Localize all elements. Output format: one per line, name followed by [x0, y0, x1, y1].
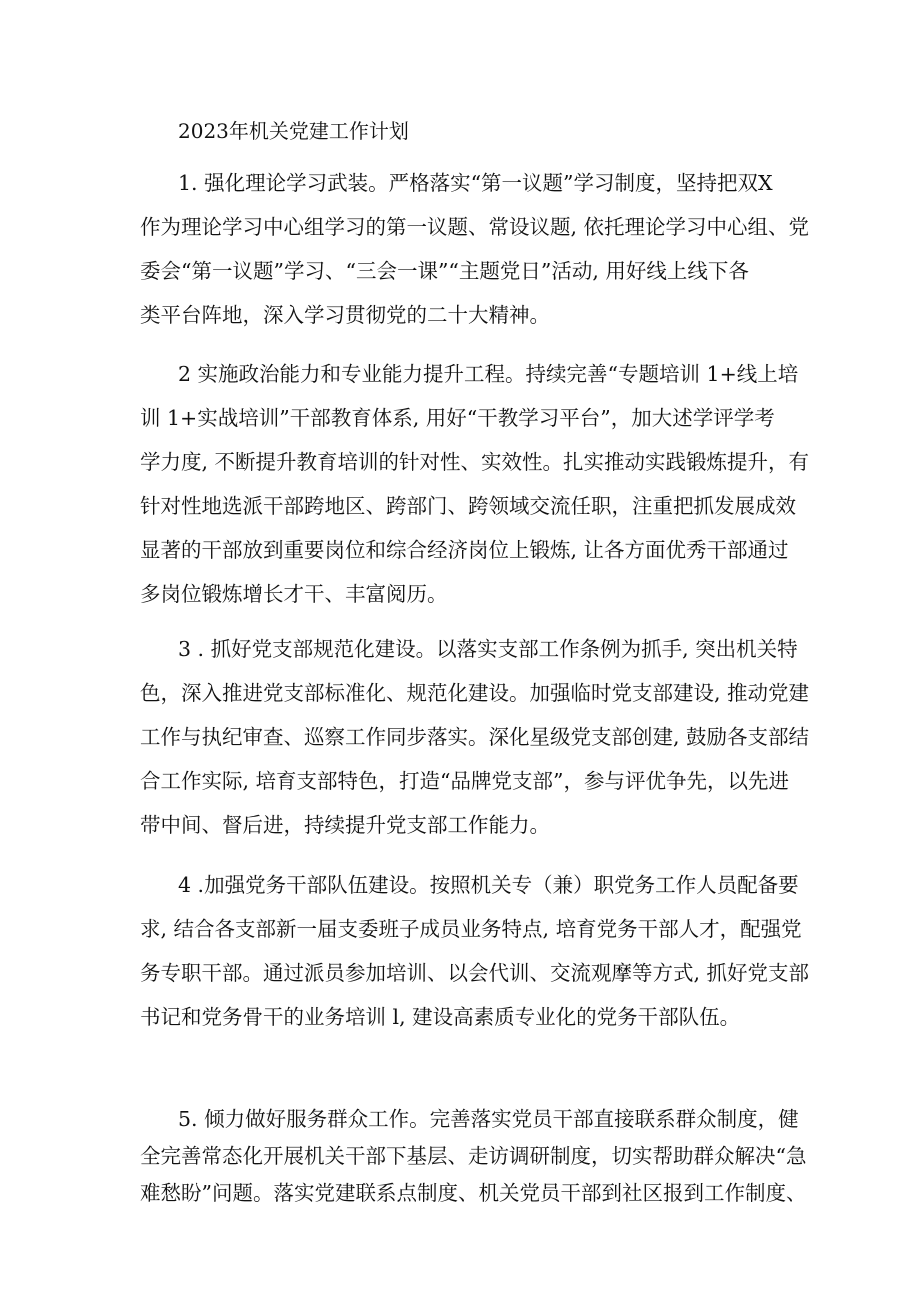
paragraph-2 — [140, 352, 810, 616]
paragraph-line: 多岗位锻炼增长才干、丰富阅历。 — [140, 582, 448, 606]
paragraph-1 — [140, 161, 810, 337]
paragraph-line: 2 实施政治能力和专业能力提升工程。持续完善“专题培训 1+线上培 — [178, 362, 799, 386]
paragraph-line: 合工作实际, 培育支部特色，打造“品牌党支部”，参与评优争先，以先进 — [140, 769, 789, 793]
paragraph-line: 显著的干部放到重要岗位和综合经济岗位上锻炼, 让各方面优秀干部通过 — [140, 538, 789, 562]
paragraph-line: 带中间、督后进，持续提升党支部工作能力。 — [140, 813, 550, 837]
paragraph-line: 求, 结合各支部新一届支委班子成员业务特点, 培育党务干部人才，配强党 — [140, 917, 802, 941]
document-title: 2023年机关党建工作计划 — [178, 119, 409, 143]
paragraph-line: 全完善常态化开展机关干部下基层、走访调研制度，切实帮助群众解决“急 — [140, 1144, 807, 1168]
paragraph-line: 5. 倾力做好服务群众工作。完善落实党员干部直接联系群众制度，健 — [178, 1107, 799, 1131]
paragraph-line: 1. 强化理论学习武装。严格落实“第一议题”学习制度，坚持把双X — [178, 171, 773, 195]
paragraph-line: 工作与执纪审查、巡察工作同步落实。深化星级党支部创建, 鼓励各支部结 — [140, 725, 810, 749]
paragraph-line: 训 1+实战培训”干部教育体系, 用好“干教学习平台”，加大述学评学考 — [140, 406, 775, 430]
paragraph-line: 类平台阵地，深入学习贯彻党的二十大精神。 — [140, 303, 550, 327]
paragraph-line: 色，深入推进党支部标准化、规范化建设。加强临时党支部建设, 推动党建 — [140, 681, 810, 705]
paragraph-line: 作为理论学习中心组学习的第一议题、常设议题, 依托理论学习中心组、党 — [140, 215, 810, 239]
paragraph-line: 针对性地选派干部跨地区、跨部门、跨领域交流任职，注重把抓发展成效 — [140, 494, 796, 518]
paragraph-line: 学力度, 不断提升教育培训的针对性、实效性。扎实推动实践锻炼提升，有 — [140, 450, 810, 474]
paragraph-line: 3 . 抓好党支部规范化建设。以落实支部工作条例为抓手, 突出机关特 — [178, 637, 798, 661]
paragraph-line: 务专职干部。通过派员参加培训、以会代训、交流观摩等方式, 抓好党支部 — [140, 961, 810, 985]
paragraph-3 — [140, 627, 810, 847]
paragraph-line: 书记和党务骨干的业务培训 l, 建设高素质专业化的党务干部队伍。 — [140, 1005, 741, 1029]
paragraph-line: 难愁盼”问题。落实党建联系点制度、机关党员干部到社区报到工作制度、 — [140, 1181, 807, 1205]
paragraph-4 — [140, 863, 810, 1039]
paragraph-5 — [140, 1101, 807, 1212]
paragraph-line: 委会“第一议题”学习、“三会一课”“主题党日”活动, 用好线上线下各 — [140, 259, 749, 283]
paragraph-line: 4 .加强党务干部队伍建设。按照机关专（兼）职党务工作人员配备要 — [178, 873, 799, 897]
